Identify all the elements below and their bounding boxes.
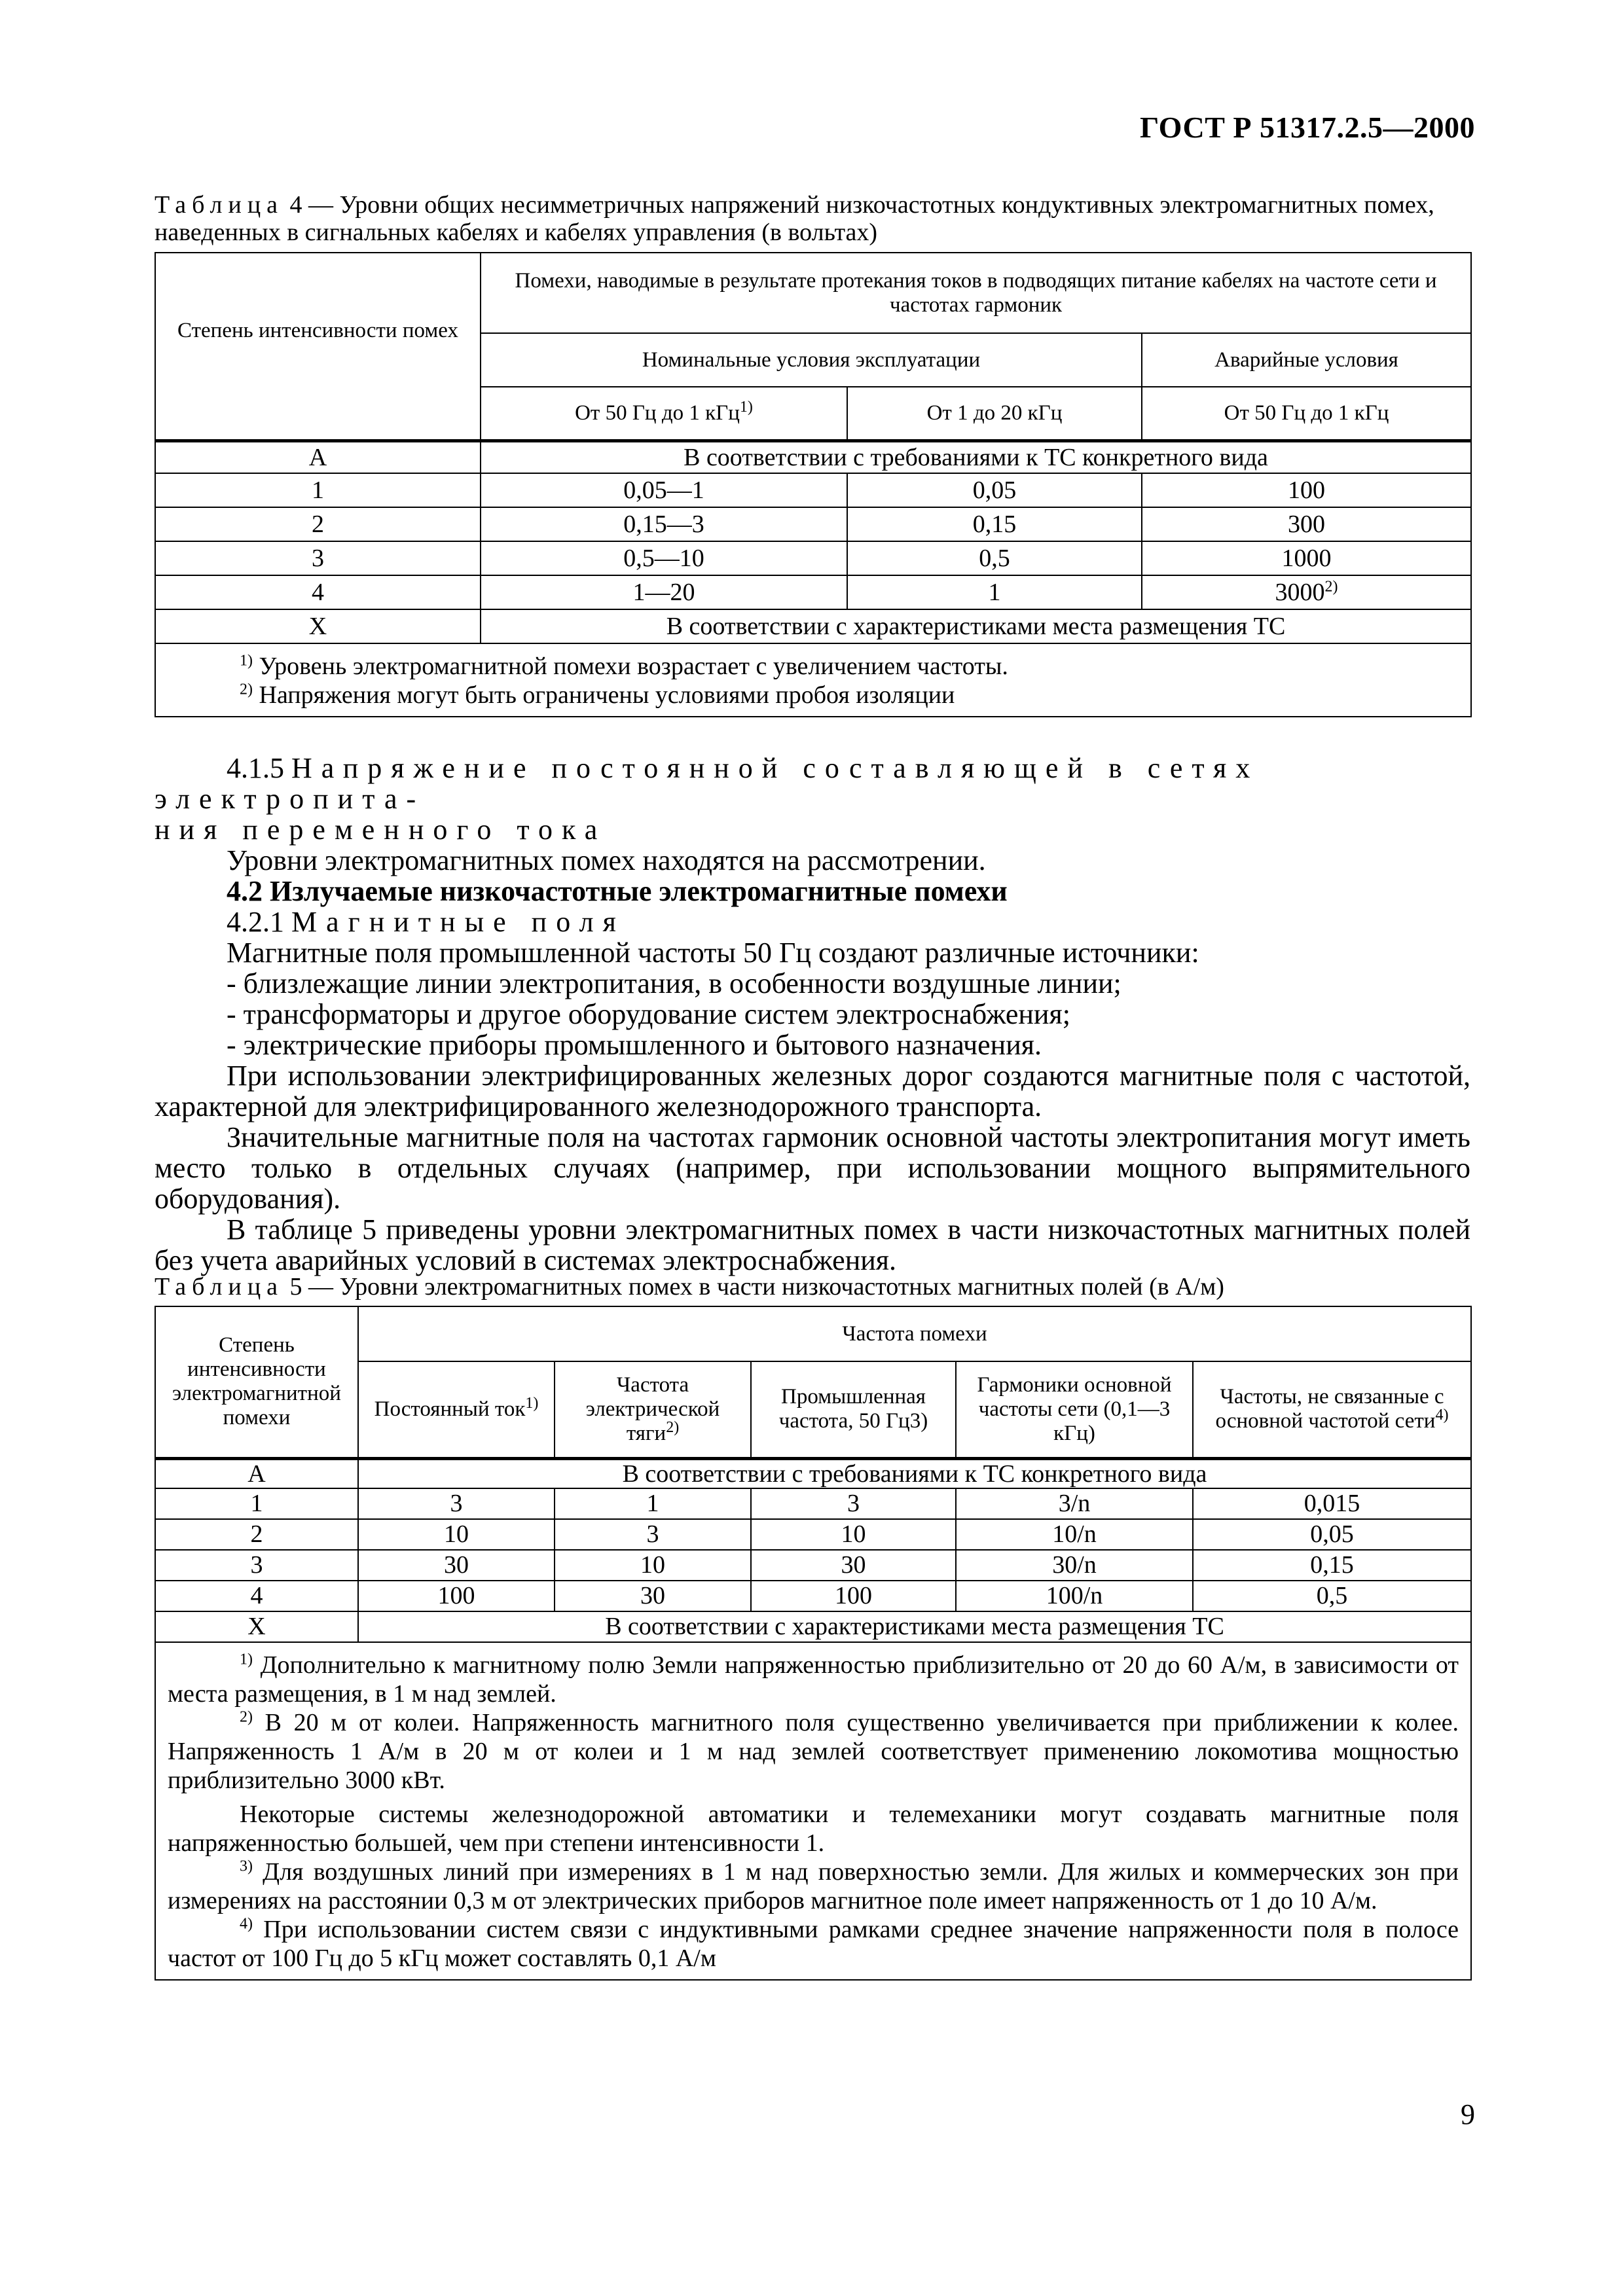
table5-caption-label: Таблица	[155, 1273, 284, 1300]
section-4-1-5-heading-cont: ния переменного тока	[155, 814, 607, 846]
list-item: - электрические приборы промышленного и бытового назначения.	[227, 1029, 1042, 1061]
table4-header-group: Помехи, наводимые в результате протекания токов в подводящих питание кабелях на частоте сети и частотах гармоник	[481, 253, 1471, 333]
table4-caption-text: 4 — Уровни общих несимметричных напряжений низкочастотных кондуктивных электромагнитных помех, наведенных в сигнальных кабелях и кабелях управления (в вольтах)	[155, 191, 1434, 246]
table5-caption	[155, 1273, 1470, 1300]
table5-header-degree: Степень интенсивности электромагнитной помехи	[155, 1306, 358, 1458]
table4-header-nominal: Номинальные условия эксплуатации	[481, 333, 1142, 387]
table-row: 3 30 10 30 30/n 0,15	[155, 1550, 1471, 1581]
table-5	[155, 1306, 1472, 1981]
table5-row-a-degree: А	[155, 1458, 358, 1488]
section-4-2-1-heading: 4.2.1 Магнитные поля	[227, 906, 625, 938]
body-text	[155, 753, 1470, 1276]
table-row: 1 3 1 3 3/n 0,015	[155, 1488, 1471, 1519]
paragraph: При использовании электрифицированных железных дорог создаются магнитные поля с частотой, характерной для электрифицированного железнодорожного транспорта.	[155, 1060, 1470, 1122]
table4-caption	[155, 191, 1470, 246]
table5-header-group: Частота помехи	[358, 1306, 1471, 1361]
table5-row-a-text: В соответствии с требованиями к ТС конкретного вида	[358, 1458, 1471, 1488]
table5-header-dc: Постоянный ток$^{1)}$	[358, 1361, 555, 1458]
table4-row-x-degree: X	[155, 609, 481, 643]
list-item: - близлежащие линии электропитания, в особенности воздушные линии;	[227, 967, 1122, 999]
table-row: 2 0,15—3 0,15 300	[155, 507, 1471, 541]
table5-header-other: Частоты, не связанные с основной частотой сети$^{4)}$	[1193, 1361, 1471, 1458]
table5-row-x-text: В соответствии с характеристиками места размещения ТС	[358, 1611, 1471, 1642]
table-row: 4 1—20 1 3000$^{2)}$	[155, 575, 1471, 609]
table5-header-industrial: Промышленная частота, 50 Гц3)	[751, 1361, 956, 1458]
paragraph: Уровни электромагнитных помех находятся на рассмотрении.	[227, 844, 986, 876]
table-4	[155, 252, 1472, 717]
table5-header-harmonics: Гармоники основной частоты сети (0,1—3 кГц)	[956, 1361, 1193, 1458]
table-row: 3 0,5—10 0,5 1000	[155, 541, 1471, 575]
section-4-2-heading: 4.2 Излучаемые низкочастотные электромагнитные помехи	[227, 875, 1008, 907]
table5-footnotes: $^{1)}$ Дополнительно к магнитному полю Земли напряженностью приблизительно от 20 до 60 А/м, в зависимости от места размещения, в 1 м над землей. $^{2)}$ В 20 м от колеи. Напряженность магнитного поля существенно увеличивается при приближении к колее. Напряженность 1 А/м в 20 м от колеи и 1 м над землей соответствует применению локомотива мощностью приблизительно 3000 кВт. Некоторые системы железнодорожной автоматики и телемеханики могут создавать магнитные поля напряженностью большей, чем при степени интенсивности 1. $^{3)}$ Для воздушных линий при измерениях в 1 м над поверхностью земли. Для жилых и коммерческих зон при измерениях на расстоянии 0,3 м от электрических приборов магнитное поле имеет напряженность от 1 до 10 А/м. $^{4)}$ При использовании систем связи с индуктивными рамками среднее значение напряженности поля в полосе частот от 100 Гц до 5 кГц может составлять 0,1 А/м	[155, 1642, 1471, 1980]
table4-row-a-degree: А	[155, 440, 481, 473]
table4-header-f2: От 1 до 20 кГц	[847, 387, 1142, 440]
table4-footnotes: $^{1)}$ Уровень электромагнитной помехи возрастает с увеличением частоты. $^{2)}$ Напряжения могут быть ограничены условиями пробоя изоляции	[155, 643, 1471, 717]
table-row: 4 100 30 100 100/n 0,5	[155, 1581, 1471, 1611]
table4-header-degree: Степень интенсивности помех	[155, 253, 481, 440]
page-number: 9	[1461, 2098, 1475, 2130]
table4-header-f3: От 50 Гц до 1 кГц	[1142, 387, 1471, 440]
paragraph: В таблице 5 приведены уровни электромагнитных помех в части низкочастотных магнитных полей без учета аварийных условий в системах электроснабжения.	[155, 1213, 1470, 1276]
document-id: ГОСТ Р 51317.2.5—2000	[1140, 111, 1475, 144]
section-4-1-5-heading: 4.1.5 Напряжение постоянной составляющей в сетях электропита-	[155, 752, 1260, 815]
list-item: - трансформаторы и другое оборудование систем электроснабжения;	[227, 998, 1070, 1030]
table4-caption-label: Таблица	[155, 191, 284, 219]
table-row: 1 0,05—1 0,05 100	[155, 473, 1471, 507]
table4-row-a-text: В соответствии с требованиями к ТС конкретного вида	[481, 440, 1471, 473]
table5-row-x-degree: X	[155, 1611, 358, 1642]
table5-caption-text: 5 — Уровни электромагнитных помех в части низкочастотных магнитных полей (в А/м)	[289, 1273, 1224, 1300]
table4-header-f1: От 50 Гц до 1 кГц$^{1)}$	[481, 387, 847, 440]
table4-row-x-text: В соответствии с характеристиками места размещения ТС	[481, 609, 1471, 643]
paragraph: Магнитные поля промышленной частоты 50 Гц создают различные источники:	[227, 937, 1199, 969]
table-row: 2 10 3 10 10/n 0,05	[155, 1519, 1471, 1550]
paragraph: Значительные магнитные поля на частотах гармоник основной частоты электропитания могут иметь место только в отдельных случаях (например, при использовании мощного выпрямительного оборудования).	[155, 1121, 1470, 1215]
table5-header-traction: Частота электрической тяги$^{2)}$	[555, 1361, 751, 1458]
table4-header-emergency: Аварийные условия	[1142, 333, 1471, 387]
